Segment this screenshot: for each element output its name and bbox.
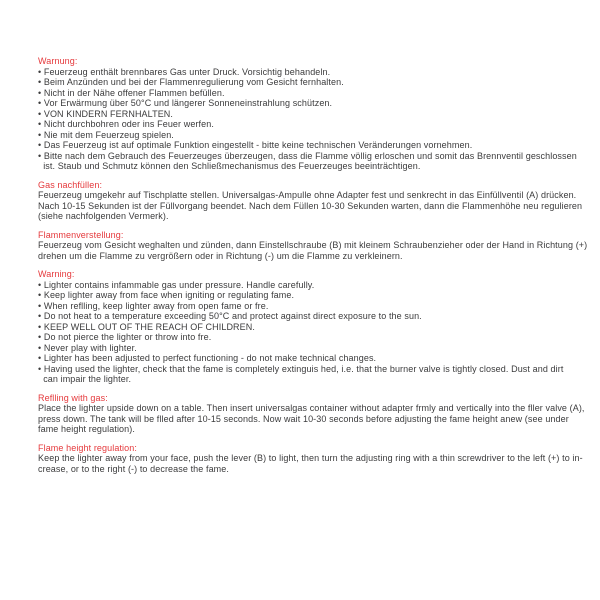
text-line: can impair the lighter. bbox=[38, 374, 132, 384]
text-line: • Beim Anzünden und bei der Flammenregulierung vom Gesicht fernhalten. bbox=[38, 77, 344, 87]
instruction-section bbox=[38, 180, 583, 222]
text-line: • Lighter has been adjusted to perfect functioning - do not make technical changes. bbox=[38, 353, 377, 363]
text-line: • Do not heat to a temperature exceeding 50°C and protect against direct exposure to the sun. bbox=[38, 311, 422, 321]
section-heading: Reflling with gas: bbox=[38, 392, 108, 403]
text-line: • KEEP WELL OUT OF THE REACH OF CHILDREN. bbox=[38, 321, 255, 332]
section-heading: Warnung: bbox=[38, 56, 78, 66]
text-line: press down. The tank will be flled after 10-15 seconds. Now wait 10-30 seconds before adjusting the fame height anew (see under bbox=[38, 413, 569, 424]
section-heading: Flammenverstellung: bbox=[38, 229, 124, 240]
section-heading: Gas nachfüllen: bbox=[38, 179, 103, 190]
instruction-section bbox=[38, 56, 583, 172]
instruction-section bbox=[38, 229, 588, 262]
instruction-section bbox=[38, 269, 583, 385]
text-line: • Nicht in der Nähe offener Flammen befüllen. bbox=[38, 87, 225, 98]
instruction-section bbox=[38, 393, 583, 435]
text-line: • Having used the lighter, check that the fame is completely extinguis hed, i.e. that the burner valve is tightly closed. Dust and dirt bbox=[38, 363, 564, 374]
section-heading: Warning: bbox=[38, 269, 75, 279]
text-line: (siehe nachfolgenden Vermerk). bbox=[38, 211, 169, 221]
text-line: drehen um die Flamme zu vergrößern oder in Richtung (-) um die Flamme zu verkleinern. bbox=[38, 250, 403, 261]
text-line: • Do not pierce the lighter or throw into fre. bbox=[38, 332, 212, 342]
text-line: • Nie mit dem Feuerzeug spielen. bbox=[38, 129, 174, 140]
text-line: • VON KINDERN FERNHALTEN. bbox=[38, 108, 173, 119]
instruction-section bbox=[38, 443, 583, 475]
text-line: Feuerzeug vom Gesicht weghalten und zünden, dann Einstellschraube (B) mit kleinem Schraubenzieher oder der Hand in Richtung (+) bbox=[38, 240, 588, 250]
text-line: Keep the lighter away from your face, push the lever (B) to light, then turn the adjusting ring with a thin screwdriver to the left (+) to in- bbox=[38, 453, 583, 463]
text-line: • Lighter contains infammable gas under pressure. Handle carefully. bbox=[38, 279, 315, 290]
text-line: • When reflling, keep lighter away from open fame or fre. bbox=[38, 300, 269, 311]
text-line: Place the lighter upside down on a table. Then insert universalgas container without adapter frmly and vertically into the fller valve (A), bbox=[38, 403, 585, 413]
instruction-sheet bbox=[38, 56, 588, 482]
text-line: Nach 10-15 Sekunden ist der Füllvorgang beendet. Nach dem Füllen 10-30 Sekunden warten, dann die Flammenhöhe neu regulieren bbox=[38, 200, 583, 211]
text-line: fame height regulation). bbox=[38, 424, 135, 434]
section-heading: Flame height regulation: bbox=[38, 442, 137, 453]
text-line: • Vor Erwärmung über 50°C und längerer Sonneneinstrahlung schützen. bbox=[38, 98, 333, 108]
text-line: • Keep lighter away from face when igniting or regulating fame. bbox=[38, 290, 295, 300]
text-line: ist. Staub und Schmutz können den Schließmechanismus des Feuerzeuges beeinträchtigen. bbox=[38, 161, 421, 171]
text-line: • Never play with lighter. bbox=[38, 342, 137, 353]
text-line: • Feuerzeug enthält brennbares Gas unter Druck. Vorsichtig behandeln. bbox=[38, 66, 331, 77]
text-line: • Bitte nach dem Gebrauch des Feuerzeuges überzeugen, dass die Flamme völlig erloschen und somit das Brennventil geschlossen bbox=[38, 150, 577, 161]
text-line: • Das Feuerzeug ist auf optimale Funktion eingestellt - bitte keine technischen Veränderungen vornehmen. bbox=[38, 140, 473, 150]
text-line: Feuerzeug umgekehr auf Tischplatte stellen. Universalgas-Ampulle ohne Adapter fest und senkrecht in das Einfüllventil (A) drücken. bbox=[38, 190, 577, 200]
text-line: • Nicht durchbohren oder ins Feuer werfen. bbox=[38, 119, 214, 129]
text-line: crease, or to the right (-) to decrease the fame. bbox=[38, 463, 229, 474]
